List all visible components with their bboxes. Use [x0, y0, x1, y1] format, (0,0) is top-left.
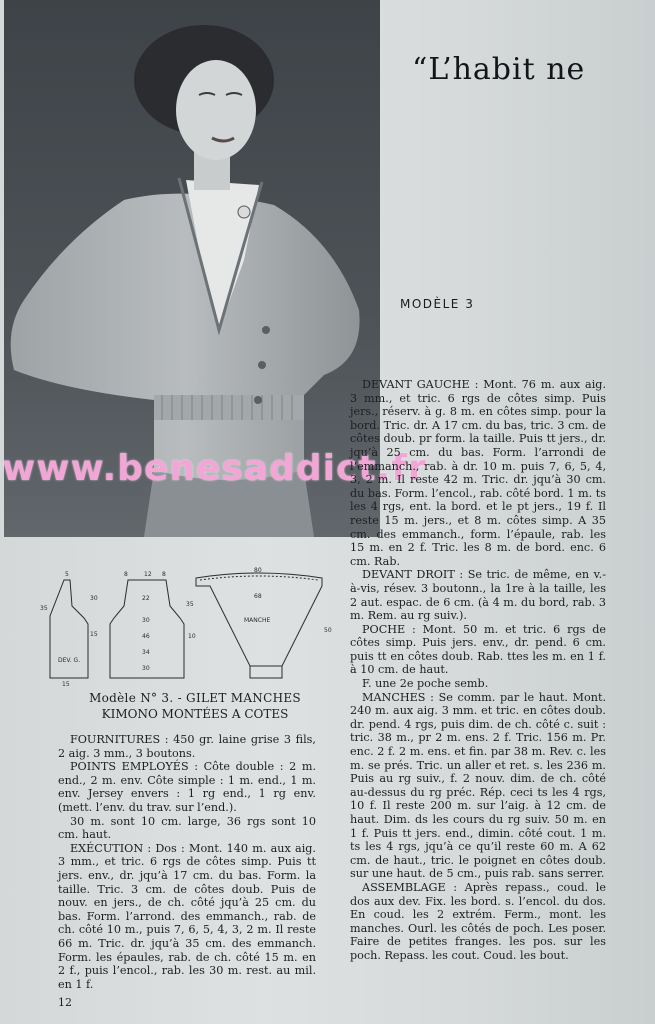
pattern-schematics [38, 566, 338, 686]
stitches-paragraph: POINTS EMPLOYÉS : Côte double : 2 m. end., 2 m. env. Côte simple : 1 m. end., 1 m. env. Jersey envers : 1 rg end., 1 rg env. (mett. l’env. du trav. sur l’end.). [58, 760, 316, 814]
caption-line-2: KIMONO MONTÉES A COTES [101, 707, 289, 721]
caption-line-1: Modèle N° 3. - GILET MANCHES [89, 691, 301, 705]
instructions-left-column [58, 733, 316, 991]
instructions-right-column [350, 378, 606, 963]
assembly-paragraph: ASSEMBLAGE : Après repass., coud. le dos aux dev. Fix. les bord. s. l’encol. du dos. En coud. les 2 extrém. Ferm., mont. les manches. Ourl. les côtés de poch. Les poser. Faire de petites franges. les pos. sur les poch. Repass. les cout. Coud. les bout. [350, 880, 606, 962]
pocket-paragraph: POCHE : Mont. 50 m. et tric. 6 rgs de côtes simp. Puis jers. env., dr. pend. 6 cm. puis tt en côtes doub. Rab. ttes les m. en 1 f. à 10 cm. de haut. [350, 622, 606, 677]
front-piece-schematic [40, 571, 98, 686]
svg-text:12: 12 [144, 571, 152, 578]
sleeves-paragraph: MANCHES : Se comm. par le haut. Mont. 240 m. aux aig. 3 mm. et tric. en côtes doub. dr. pend. 4 rgs, puis dim. de ch. côté c. suit : tric. 38 m., pr 2 m. ens. 2 f. Tric. 156 m. Pr. enc. 2 f. 2 m. ens. et fin. par 38 m. Rev. c. les m. se prés. Tric. un aller et ret. s. les 236 m. Puis au rg suiv., f. 2 nouv. dim. de ch. côté au-dessus du rg préc. Rép. ceci ts les 4 rgs, 10 f. Il reste 200 m. sur l’aig. à 12 cm. de haut. Dim. ds les cours du rg suiv. 50 m. en 1 f. Puis tt jers. end., dimin. côté cout. 1 m. ts les 4 rgs, jqu’à ce qu’il reste 60 m. A 62 cm. de haut., tric. le poignet en côtes doub. sur une haut. de 5 cm., puis rab. sans serrer. [350, 690, 606, 881]
svg-text:34: 34 [142, 649, 150, 656]
site-watermark: www.benesaddict.fr [2, 448, 427, 489]
svg-text:46: 46 [142, 633, 150, 640]
svg-text:15: 15 [62, 681, 70, 686]
svg-text:DEV. G.: DEV. G. [58, 657, 81, 664]
article-headline: “L’habit ne [412, 52, 586, 87]
svg-text:15: 15 [90, 631, 98, 638]
svg-text:5: 5 [65, 571, 69, 578]
svg-text:22: 22 [142, 595, 150, 602]
svg-text:MANCHE: MANCHE [244, 617, 271, 624]
model-label: MODÈLE 3 [400, 297, 475, 311]
svg-text:8: 8 [162, 571, 166, 578]
execution-paragraph: EXÉCUTION : Dos : Mont. 140 m. aux aig. 3 mm., et tric. 6 rgs de côtes simp. Puis tt jers. env., dr. jqu’à 17 cm. du bas. Form. la taille. Tric. 3 cm. de côtes doub. Puis de nouv. en jers., de ch. côté jqu’à 25 cm. du bas. Form. l’arrond. des emmanch., rab. de ch. côté 10 m., puis 7, 6, 5, 4, 3, 2 m. Il reste 66 m. Tric. dr. jqu’à 35 cm. des emmanch. Form. les épaules, rab. de ch. côté 15 m. en 2 f., puis l’encol., rab. les 30 m. rest. au mil. en 1 f. [58, 841, 316, 991]
pattern-caption [60, 690, 330, 722]
svg-text:68: 68 [254, 593, 262, 600]
left-front-paragraph: DEVANT GAUCHE : Mont. 76 m. aux aig. 3 mm., et tric. 6 rgs de côtes simp. Puis jers., réserv. à g. 8 m. en côtes simp. pour la bord. Tric. dr. A 17 cm. du bas, tric. 3 cm. de côtes doub. pr form. la taille. Puis tt jers., dr. jqu’à 25 cm. du bas. Form. l’arrondi de l’emmanch., rab. à dr. 10 m. puis 7, 6, 5, 4, 3, 2 m. Il reste 42 m. Tric. dr. jqu’à 30 cm. du bas. Form. l’encol., rab. côté bord. 1 m. ts les 4 rgs, ent. la bord. et le pt jers., 19 f. Il reste 15 m. jers., et 8 m. côtes simp. A 35 cm. des emmanch., form. l’épaule, rab. les 15 m. en 2 f. Tric. les 8 m. de bord. enc. 6 cm. Rab. [350, 378, 606, 568]
svg-text:80: 80 [254, 567, 262, 574]
sleeve-schematic [188, 567, 332, 678]
gauge-paragraph: 30 m. sont 10 cm. large, 36 rgs sont 10 cm. haut. [58, 814, 316, 842]
svg-text:10: 10 [188, 633, 196, 640]
second-pocket-paragraph: F. une 2e poche semb. [362, 677, 489, 691]
svg-text:35: 35 [40, 605, 48, 612]
svg-text:8: 8 [124, 571, 128, 578]
supplies-paragraph: FOURNITURES : 450 gr. laine grise 3 fils, 2 aig. 3 mm., 3 boutons. [58, 733, 316, 760]
right-front-paragraph: DEVANT DROIT : Se tric. de même, en v.-à-vis, résev. 3 boutonn., la 1re à la taille, les 2 aut. espac. de 6 cm. (à 4 m. du bord, rab. 3 m. Rem. au rg suiv.). [350, 568, 606, 623]
svg-text:30: 30 [90, 595, 98, 602]
back-piece-schematic [110, 571, 194, 678]
page-number: 12 [58, 996, 72, 1009]
svg-text:50: 50 [324, 627, 332, 634]
svg-text:30: 30 [142, 665, 150, 672]
svg-text:35: 35 [186, 601, 194, 608]
svg-text:30: 30 [142, 617, 150, 624]
